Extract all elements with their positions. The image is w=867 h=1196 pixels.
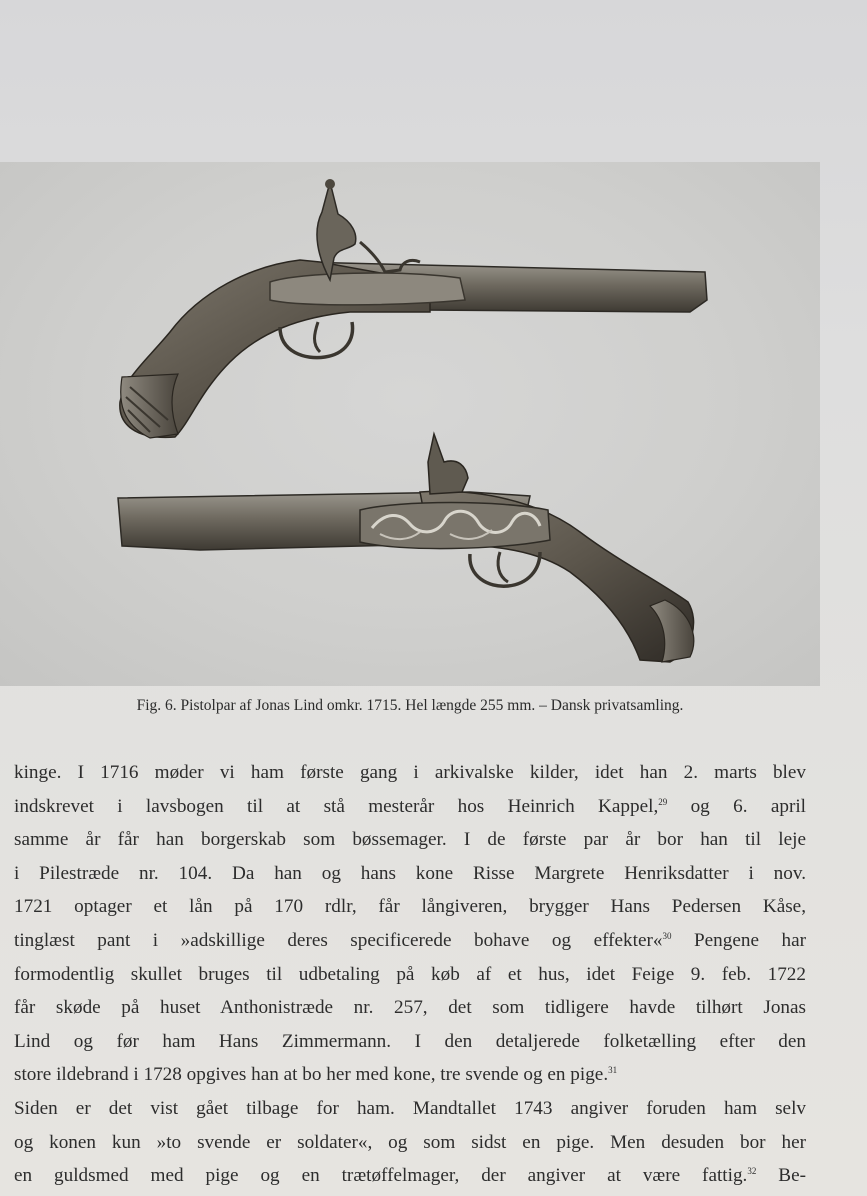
text-line: store ildebrand i 1728 opgives han at bo her med kone, tre svende og en pige.$^{31}$ — [14, 1064, 618, 1086]
text-line: 1721 optager et lån på 170 rdlr, får långiveren, brygger Hans Pedersen Kåse, — [14, 896, 806, 918]
body-text — [14, 756, 806, 1193]
figure-caption: Fig. 6. Pistolpar af Jonas Lind omkr. 1715. Hel længde 255 mm. – Dansk privatsamling. — [136, 697, 684, 714]
text-line: tinglæst pant i »adskillige deres specificerede bohave og effekter«$^{30}$ Pengene har — [14, 929, 806, 951]
text-line: kinge. I 1716 møder vi ham første gang i arkivalske kilder, idet han 2. marts blev — [14, 762, 806, 783]
text-line: formodentlig skullet bruges til udbetaling på køb af et hus, idet Feige 9. feb. 1722 — [14, 963, 806, 985]
text-line: Lind og før ham Hans Zimmermann. I den detaljerede folketælling efter den — [14, 1030, 806, 1052]
footnote-ref: 29 — [658, 796, 668, 807]
footnote-ref: 31 — [608, 1065, 618, 1076]
text-line: samme år får han borgerskab som bøssemager. I de første par år bor han til leje — [14, 829, 806, 851]
text-line: indskrevet i lavsbogen til at stå mesterår hos Heinrich Kappel,$^{29}$ og 6. april — [14, 795, 806, 817]
lower-pistol — [118, 434, 694, 662]
text-line: og konen kun »to svende er soldater«, og som sidst en pige. Men desuden bor her — [14, 1131, 806, 1153]
text-line: Siden er det vist gået tilbage for ham. Mandtallet 1743 angiver foruden ham selv — [14, 1097, 806, 1119]
footnote-ref: 32 — [747, 1166, 757, 1177]
text-line: en guldsmed med pige og en trætøffelmager, der angiver at være fattig.$^{32}$ Be- — [14, 1165, 806, 1187]
pistol-pair-illustration — [0, 162, 820, 686]
text-line: får skøde på huset Anthonistræde nr. 257, det som tidligere havde tilhørt Jonas — [14, 997, 806, 1019]
footnote-ref: 30 — [662, 930, 672, 941]
text-line: i Pilestræde nr. 104. Da han og hans kone Risse Margrete Henriksdatter i nov. — [14, 862, 806, 884]
upper-pistol — [120, 179, 707, 438]
figure-photo — [0, 162, 820, 686]
